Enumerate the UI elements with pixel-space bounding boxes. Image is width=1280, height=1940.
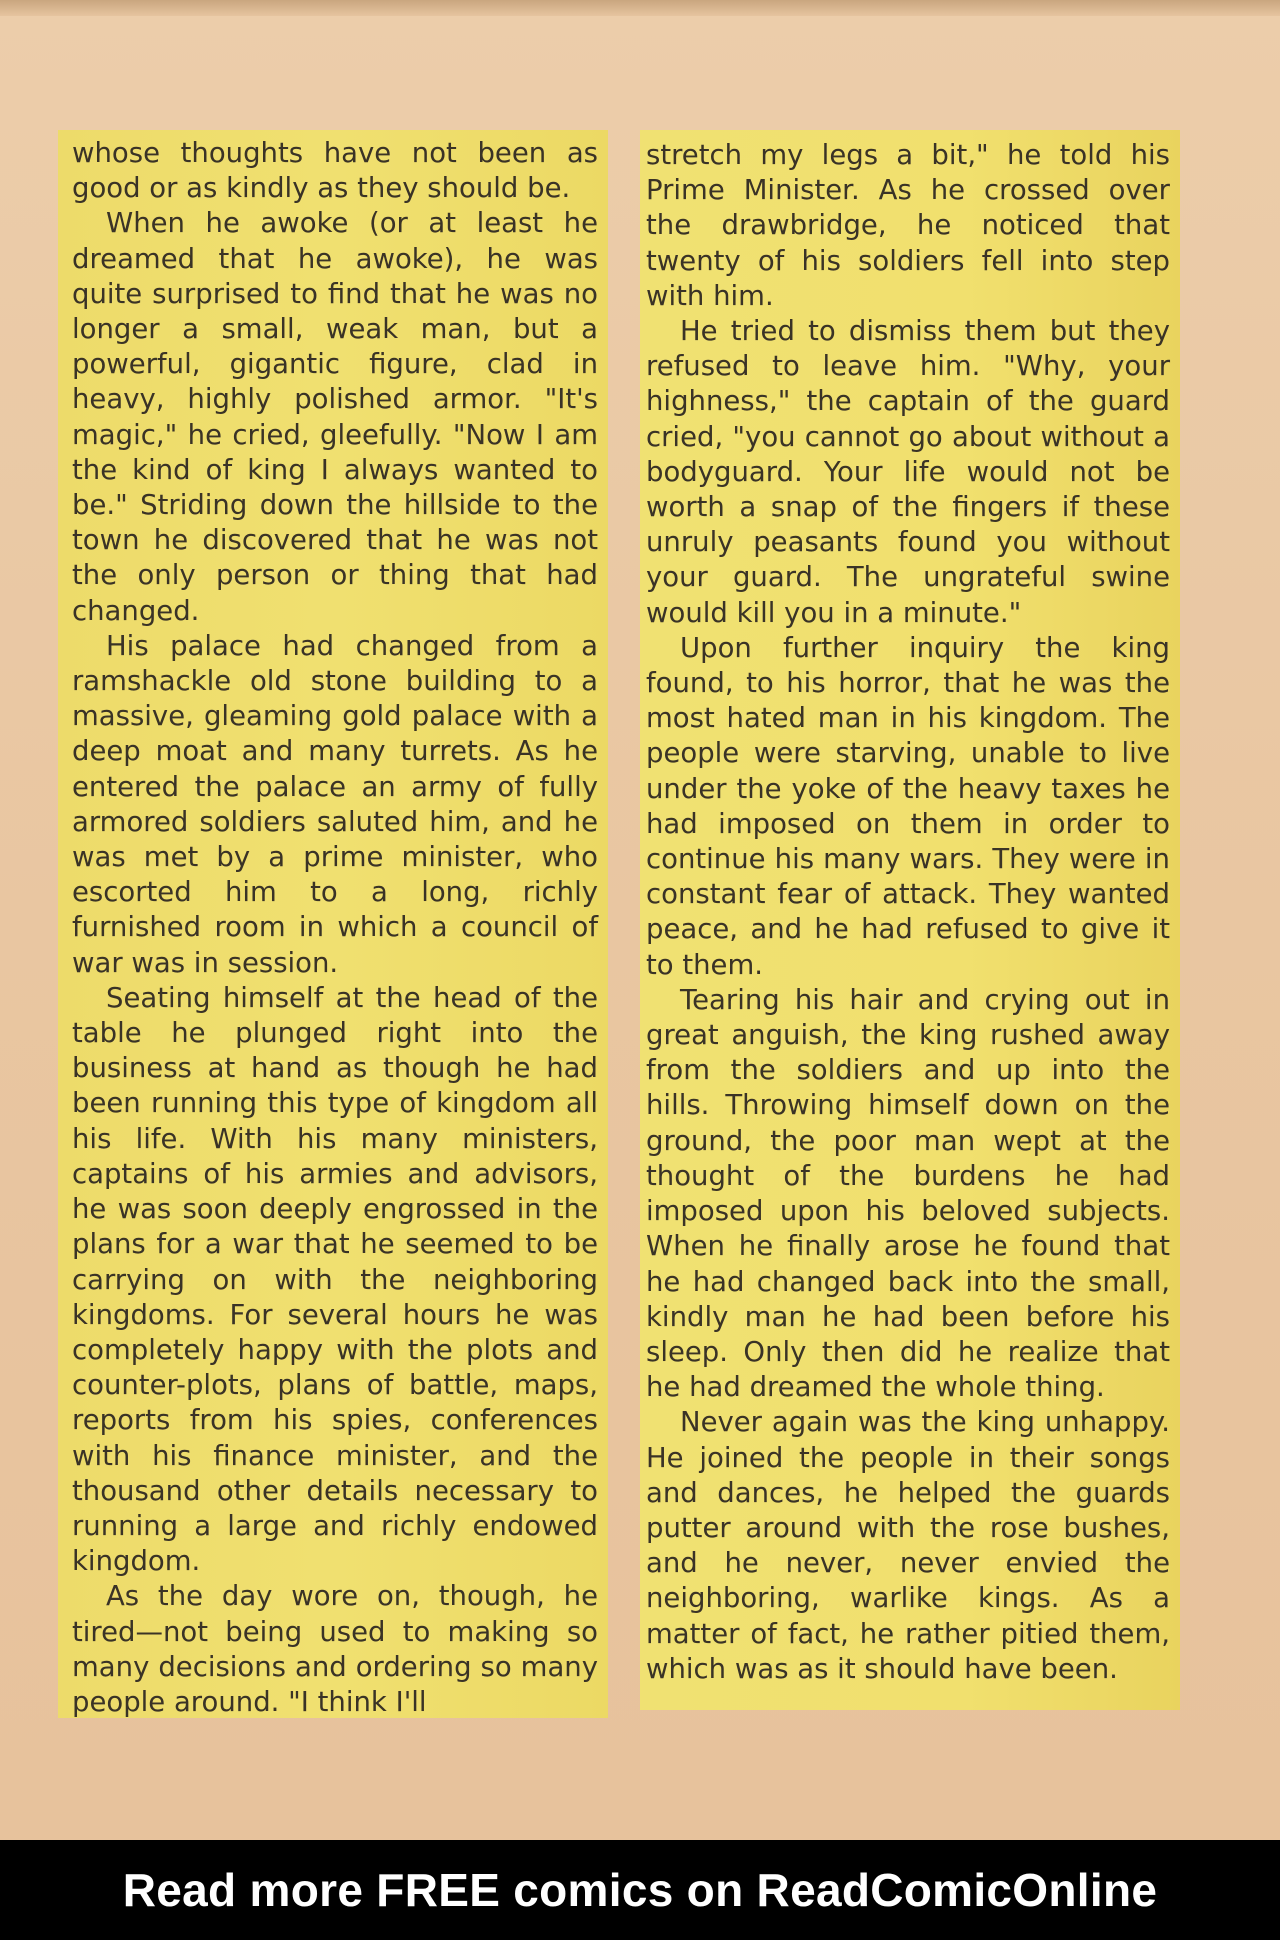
- story-paragraph: His palace had changed from a ramshackle old stone building to a massive, gleaming gold palace with a deep moat and many turrets. As he entered the palace an army of fully armored soldiers saluted him, and he was met by a prime minister, who escorted him to a long, richly furnished room in which a council of war was in session.: [72, 629, 598, 979]
- story-paragraph: When he awoke (or at least he dreamed that he awoke), he was quite surprised to find that he was no longer a small, weak man, but a powerful, gigantic figure, clad in heavy, highly polished armor. "It's magic," he cried, gleefully. "Now I am the kind of king I always wanted to be." Striding down the hillside to the town he discovered that he was not the only person or thing that had changed.: [72, 207, 598, 627]
- story-column-right: [640, 130, 1180, 1710]
- story-column-left: [58, 130, 608, 1718]
- story-paragraph: He tried to dismiss them but they refused to leave him. "Why, your highness," the captain of the guard cried, "you cannot go about without a bodyguard. Your life would not be worth a snap of the fingers if these unruly peasants found you without your guard. The ungrateful swine would kill you in a minute.": [646, 315, 1170, 629]
- promo-banner-text: Read more FREE comics on ReadComicOnline: [122, 1864, 1158, 1916]
- page-top-edge: [0, 0, 1280, 16]
- story-paragraph: whose thoughts have not been as good or as kindly as they should be.: [72, 137, 598, 205]
- story-paragraph: As the day wore on, though, he tired—not being used to making so many decisions and ordering so many people around. "I think I'll: [72, 1580, 598, 1718]
- story-paragraph: Seating himself at the head of the table he plunged right into the business at hand as though he had been running this type of kingdom all his life. With his many ministers, captains of his armies and advisors, he was soon deeply engrossed in the plans for a war that he seemed to be carrying on with the neighboring kingdoms. For several hours he was completely happy with the plots and counter-plots, plans of battle, maps, reports from his spies, conferences with his finance minister, and the thousand other details necessary to running a large and richly endowed kingdom.: [72, 981, 598, 1578]
- story-paragraph: Upon further inquiry the king found, to his horror, that he was the most hated man in his kingdom. The people were starving, unable to live under the yoke of the heavy taxes he had imposed on them in order to continue his many wars. They were in constant fear of attack. They wanted peace, and he had refused to give it to them.: [646, 631, 1170, 981]
- story-paragraph: stretch my legs a bit," he told his Prime Minister. As he crossed over the drawbridge, he noticed that twenty of his soldiers fell into step with him.: [646, 139, 1170, 312]
- story-paragraph: Never again was the king unhappy. He joined the people in their songs and dances, he helped the guards putter around with the rose bushes, and he never, never envied the neighboring, warlike kings. As a matter of fact, he rather pitied them, which was as it should have been.: [646, 1406, 1170, 1685]
- promo-banner[interactable]: [0, 1840, 1280, 1940]
- story-paragraph: Tearing his hair and crying out in great anguish, the king rushed away from the soldiers and up into the hills. Throwing himself down on the ground, the poor man wept at the thought of the burdens he had imposed upon his beloved subjects. When he finally arose he found that he had changed back into the small, kindly man he had been before his sleep. Only then did he realize that he had dreamed the whole thing.: [646, 983, 1170, 1404]
